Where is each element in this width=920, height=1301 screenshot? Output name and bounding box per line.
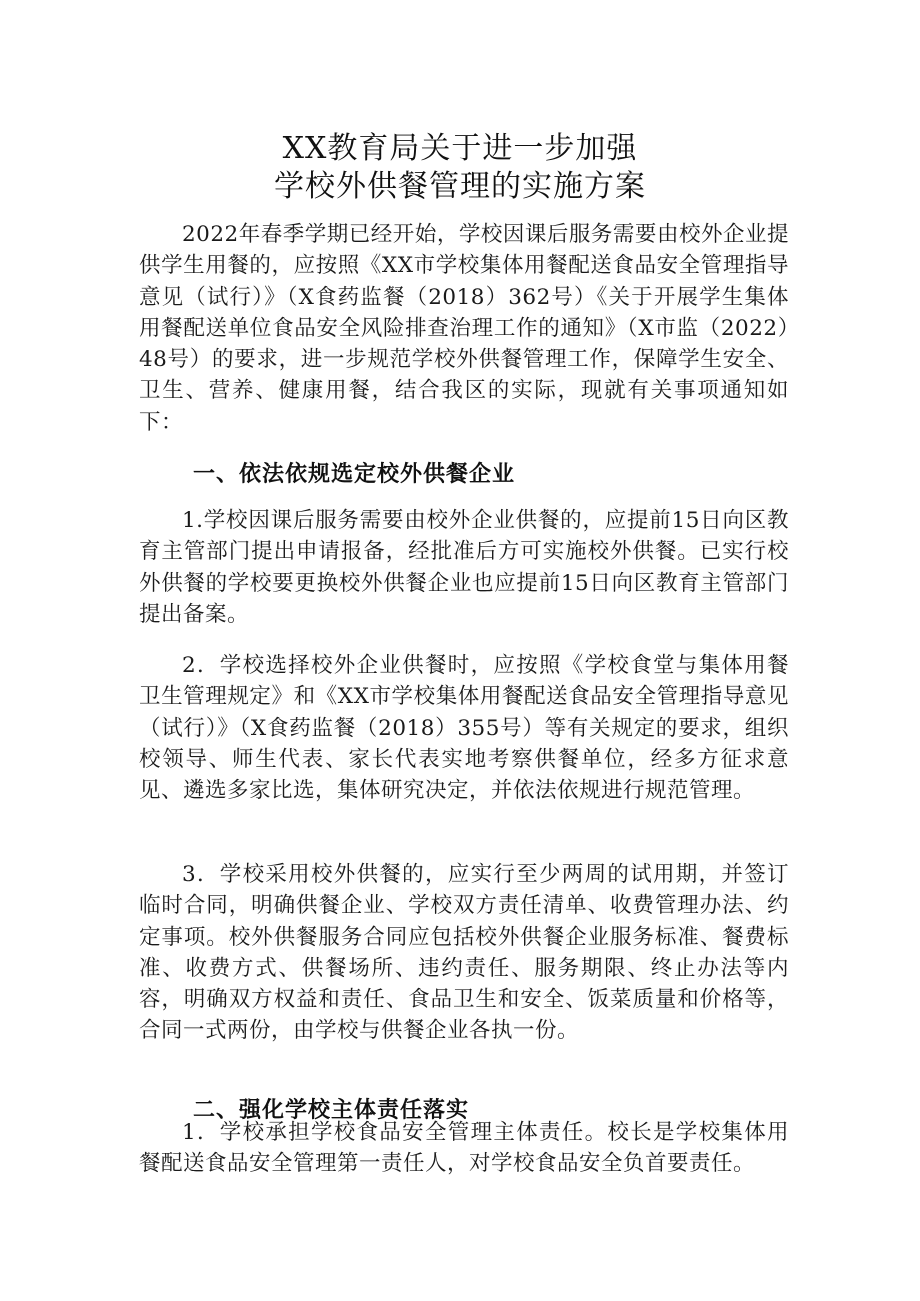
section-1-paragraph-1: 1.学校因课后服务需要由校外企业供餐的，应提前15日向区教育主管部门提出申请报备，经批准后方可实施校外供餐。已实行校外供餐的学校要更换校外供餐企业也应提前15日向区教育主管部门提出备案。 [139, 508, 789, 627]
document-title-line-1: XX教育局关于进一步加强 [282, 131, 638, 166]
section-1-heading: 一、依法依规选定校外供餐企业 [193, 462, 516, 487]
section-2-heading: 二、强化学校主体责任落实 [193, 1098, 470, 1123]
section-2-paragraph-1: 1．学校承担学校食品安全管理主体责任。校长是学校集体用餐配送食品安全管理第一责任人，对学校食品安全负首要责任。 [139, 1120, 789, 1177]
intro-paragraph: 2022年春季学期已经开始，学校因课后服务需要由校外企业提供学生用餐的，应按照《XX市学校集体用餐配送食品安全管理指导意见（试行）》（X食药监餐（2018）362号）《关于开展学生集体用餐配送单位食品安全风险排查治理工作的通知》（X市监（2022）48号）的要求，进一步规范学校外供餐管理工作，保障学生安全、卫生、营养、健康用餐，结合我区的实际，现就有关事项通知如下： [139, 222, 789, 435]
document-title-line-2: 学校外供餐管理的实施方案 [274, 169, 646, 204]
section-1-paragraph-2: 2．学校选择校外企业供餐时，应按照《学校食堂与集体用餐卫生管理规定》和《XX市学校集体用餐配送食品安全管理指导意见（试行）》（X食药监餐（2018）355号）等有关规定的要求，组织校领导、师生代表、家长代表实地考察供餐单位，经多方征求意见、遴选多家比选，集体研究决定，并依法依规进行规范管理。 [139, 653, 789, 804]
section-1-paragraph-3: 3．学校采用校外供餐的，应实行至少两周的试用期，并签订临时合同，明确供餐企业、学校双方责任清单、收费管理办法、约定事项。校外供餐服务合同应包括校外供餐企业服务标准、餐费标准、收费方式、供餐场所、违约责任、服务期限、终止办法等内容，明确双方权益和责任、食品卫生和安全、饭菜质量和价格等，合同一式两份，由学校与供餐企业各执一份。 [139, 862, 789, 1044]
